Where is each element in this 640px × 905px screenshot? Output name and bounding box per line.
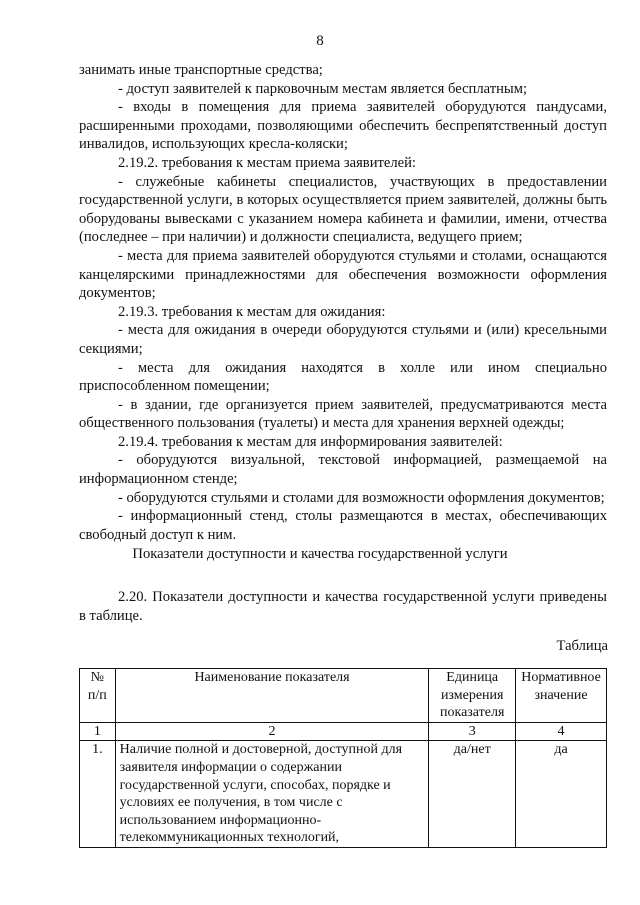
paragraph: - места для ожидания в очереди оборудуются стульями и (или) кресельными секциями; [79,322,607,357]
paragraph: - места для приема заявителей оборудуются стульями и столами, оснащаются канцелярскими принадлежностями для обеспечения возможности оформления документов; [79,247,607,302]
row-value: да [516,741,607,848]
column-number: 2 [115,722,429,741]
row-name: Наличие полной и достоверной, доступной для заявителя информации о содержании государственной услуги, способах, порядке и условиях ее получения, в том числе с использованием информационно-телекоммуникационных технологий, [115,741,429,848]
column-number: 4 [516,722,607,741]
table-caption: Таблица [556,638,608,654]
paragraph: - места для ожидания находятся в холле или ином специально приспособленном помещении; [79,359,607,395]
subsection-heading: 2.19.4. требования к местам для информирования заявителей: [118,433,503,450]
column-number: 1 [80,722,116,741]
paragraph: - оборудуются стульями и столами для возможности оформления документов; [118,489,605,506]
paragraph: - доступ заявителей к парковочным местам является бесплатным; [118,80,528,97]
subsection-heading: 2.19.3. требования к местам для ожидания: [118,303,386,320]
table-header-row [80,669,607,723]
paragraph: - входы в помещения для приема заявителей оборудуются пандусами, расширенными проходами, позволяющими обеспечить беспрепятственный доступ инвалидов, использующих кресла-коляски; [79,99,607,153]
column-number-row [80,722,607,741]
row-unit: да/нет [429,741,516,848]
paragraph: - информационный стенд, столы размещаются в местах, обеспечивающих свободный доступ к ним. [79,508,607,543]
subsection-heading: 2.19.2. требования к местам приема заявителей: [118,154,416,171]
paragraph: - в здании, где организуется прием заявителей, предусматриваются места общественного пользования (туалеты) и места для хранения верхней одежды; [79,396,607,432]
column-number: 3 [429,722,516,741]
paragraph: - служебные кабинеты специалистов, участвующих в предоставлении государственной услуги, в которых осуществляется прием заявителей, должны быть оборудованы вывесками с указанием номера кабинета и фамилии, имени, отчества (последнее – при наличии) и должности специалиста, ведущего прием; [79,173,607,246]
paragraph: занимать иные транспортные средства; [79,62,323,78]
body-text [79,61,607,544]
indicators-table [79,668,607,848]
header-name: Наименование показателя [115,669,429,723]
section-title: Показатели доступности и качества государственной услуги [132,546,508,562]
header-unit: Единица измерения показателя [429,669,516,723]
row-number: 1. [80,741,116,848]
table-row [80,741,607,848]
paragraph: - оборудуются визуальной, текстовой информацией, размещаемой на информационном стенде; [79,452,607,488]
header-value: Нормативное значение [516,669,607,723]
header-number: № п/п [80,669,116,723]
page-number: 8 [316,33,324,49]
table-intro: 2.20. Показатели доступности и качества государственной услуги приведены в таблице. [79,589,607,624]
